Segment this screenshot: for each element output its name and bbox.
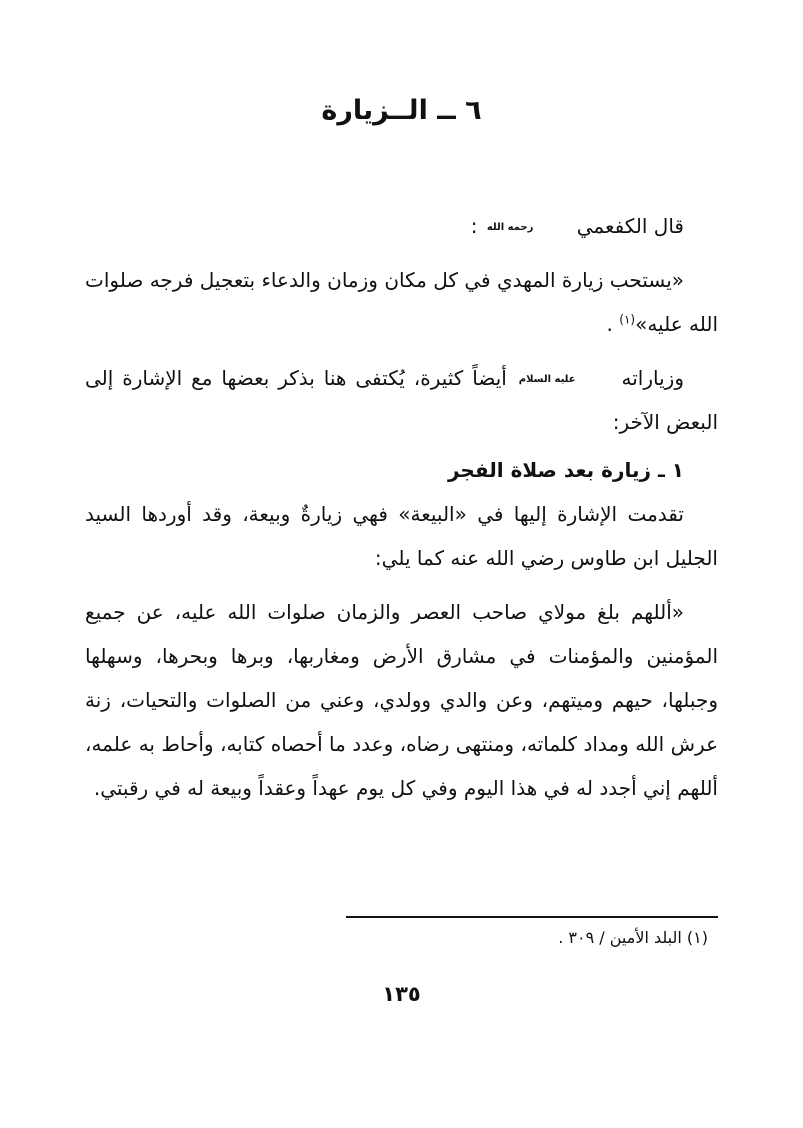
intro-colon: : <box>470 214 478 238</box>
footnote-divider <box>346 916 718 918</box>
paragraph-dua: «أللهم بلغ مولاي صاحب العصر والزمان صلوات الله عليه، عن جميع المؤمنين والمؤمنات في مشارق الأرض ومغاربها، وبرها وبحرها، وسهلها وجبلها، حيهم وميتهم، وعن والدي وولدي، وعني من الصلوات والتحيات، زنة عرش الله ومداد كلماته، ومنتهى رضاه، وعدد ما أحصاه كتابه، وأحاط به علمه، أللهم إني أجدد له في هذا اليوم وفي كل يوم عهداً وعقداً وبيعة له في رقبتي. <box>85 600 718 800</box>
quote-period: . <box>606 312 620 336</box>
footnote-text: (١) البلد الأمين / ٣٠٩ . <box>558 928 708 947</box>
footnote-reference: (١) <box>619 312 636 327</box>
quote-text: «يستحب زيارة المهدي في كل مكان وزمان والدعاء بتعجيل فرجه صلوات الله عليه» <box>85 268 718 336</box>
paragraph-ziyarat <box>85 356 718 444</box>
paragraph-bayah-intro: تقدمت الإشارة إليها في «البيعة» فهي زيارةٌ وبيعة، وقد أوردها السيد الجليل ابن طاوس رضي الله عنه كما يلي: <box>85 502 718 570</box>
ziyarat-post: أيضاً كثيرة، يُكتفى هنا بذكر بعضها مع الإشارة إلى البعض الآخر: <box>85 366 718 434</box>
paragraph-intro <box>85 204 718 248</box>
ziyarat-pre: وزياراته <box>621 366 684 390</box>
honorific-mark-2: عليه السلام <box>518 374 576 385</box>
page-number: ١٣٥ <box>382 982 421 1006</box>
paragraph-quote <box>85 258 718 346</box>
intro-text: قال الكفعمي <box>576 214 684 238</box>
honorific-mark: رحمه الله <box>486 222 534 233</box>
page-title: ٦ ــ الــزيارة <box>321 95 482 126</box>
section-heading-fajr-ziyarah: ١ ـ زيارة بعد صلاة الفجر <box>447 458 684 482</box>
